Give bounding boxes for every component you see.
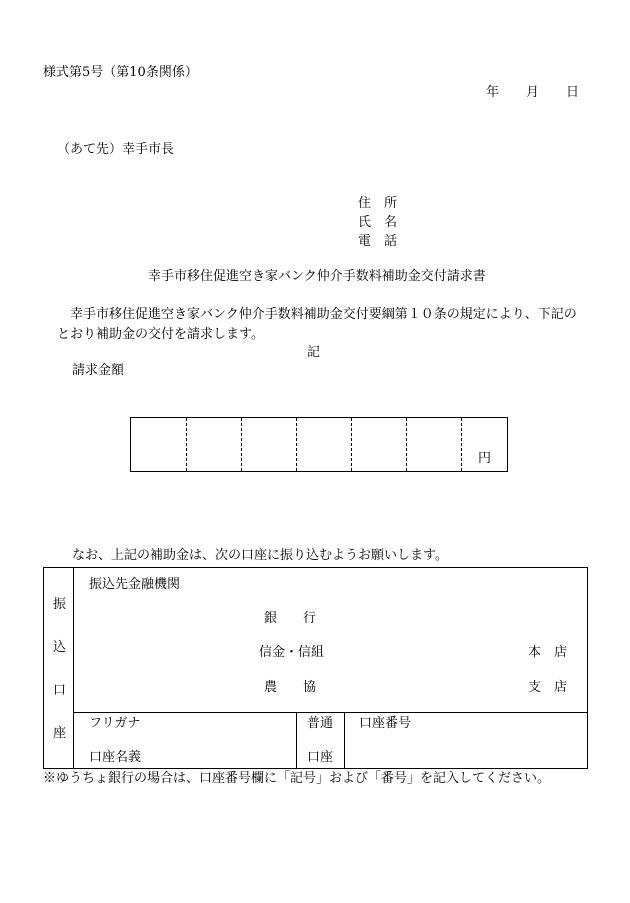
date-year: 年 bbox=[486, 85, 500, 100]
body-line-2: とおり補助金の交付を請求します。 bbox=[57, 327, 264, 342]
date-day: 日 bbox=[566, 85, 580, 100]
account-name-label: 口座名義 bbox=[89, 750, 142, 765]
date-month: 月 bbox=[526, 85, 540, 100]
side-label-char: 口 bbox=[53, 683, 67, 698]
amount-digit-divider bbox=[461, 418, 462, 471]
addressee: （あて先）幸手市長 bbox=[57, 142, 175, 157]
amount-digit-divider bbox=[406, 418, 407, 471]
honten-option: 本 店 bbox=[528, 645, 568, 660]
bank-account-table bbox=[43, 567, 588, 769]
side-label-char: 座 bbox=[53, 726, 67, 741]
amount-box bbox=[130, 417, 508, 472]
shiten-option: 支 店 bbox=[528, 680, 568, 695]
amount-label: 請求金額 bbox=[72, 363, 125, 378]
footnote: ※ゆうちょ銀行の場合は、口座番号欄に「記号」および「番号」を記入してください。 bbox=[43, 771, 551, 786]
table-divider bbox=[344, 712, 345, 768]
yen-unit: 円 bbox=[478, 451, 492, 466]
account-number-label: 口座番号 bbox=[359, 716, 412, 731]
form-number: 様式第5号（第10条関係） bbox=[43, 65, 198, 80]
furigana-label: フリガナ bbox=[89, 716, 141, 731]
amount-digit-divider bbox=[186, 418, 187, 471]
body-line-1: 幸手市移住促進空き家バンク仲介手数料補助金交付要綱第１０条の規定により、下記の bbox=[70, 307, 577, 322]
side-label-char: 振 bbox=[53, 597, 67, 612]
amount-digit-divider bbox=[351, 418, 352, 471]
name-label: 氏 名 bbox=[358, 215, 398, 230]
transfer-notice: なお、上記の補助金は、次の口座に振り込むようお願いします。 bbox=[72, 548, 448, 563]
bank-option: 銀 行 bbox=[264, 611, 317, 626]
amount-digit-divider bbox=[296, 418, 297, 471]
futsu-label: 普通 bbox=[307, 716, 334, 731]
form-title: 幸手市移住促進空き家バンク仲介手数料補助金交付請求書 bbox=[148, 269, 486, 284]
ki-marker: 記 bbox=[307, 345, 321, 360]
phone-label: 電 話 bbox=[358, 234, 398, 249]
table-divider bbox=[296, 712, 297, 768]
nokyo-option: 農 協 bbox=[264, 680, 317, 695]
side-label-char: 込 bbox=[53, 640, 67, 655]
table-divider bbox=[73, 712, 587, 713]
shinkin-option: 信金・信組 bbox=[259, 645, 325, 660]
institution-label: 振込先金融機関 bbox=[89, 577, 181, 592]
amount-digit-divider bbox=[241, 418, 242, 471]
table-divider bbox=[73, 568, 74, 768]
address-label: 住 所 bbox=[358, 196, 398, 211]
koza-label: 口座 bbox=[307, 750, 334, 765]
